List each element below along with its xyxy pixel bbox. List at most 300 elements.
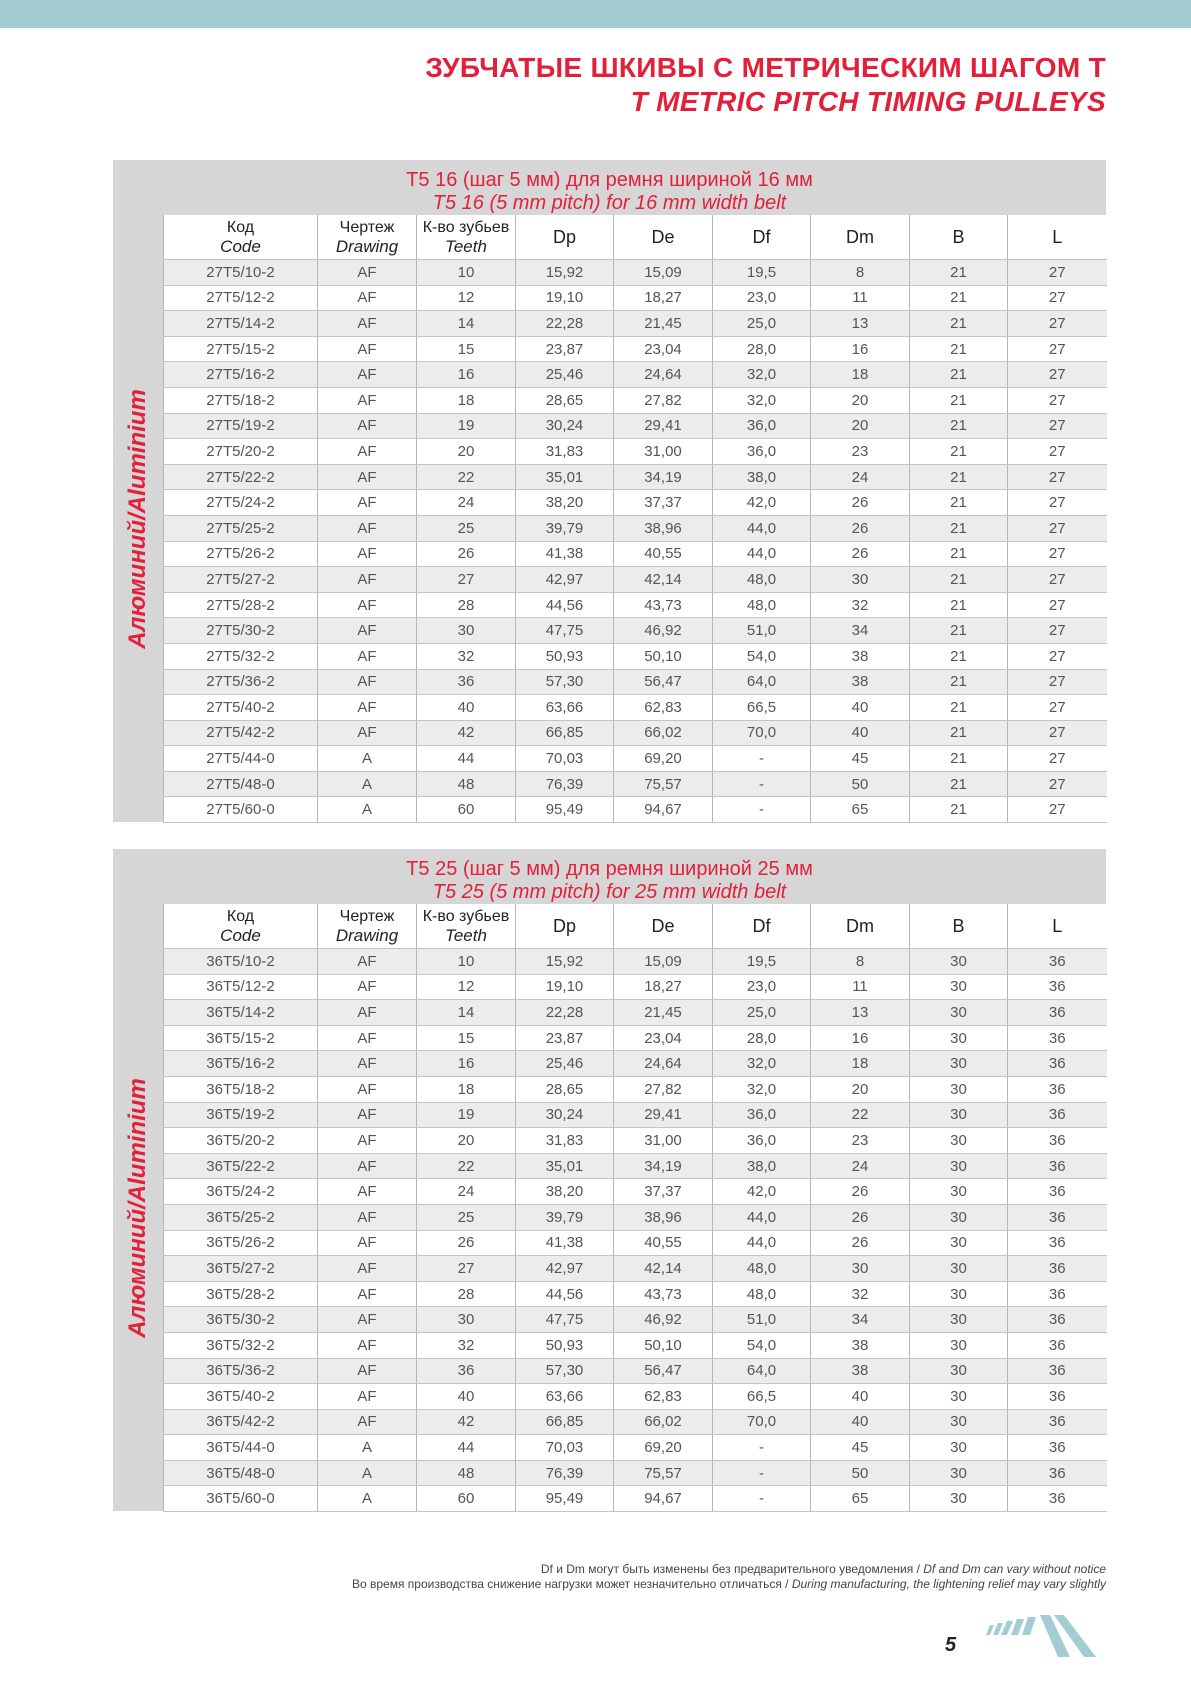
column-header-label: Df bbox=[752, 915, 771, 936]
table-row bbox=[164, 1153, 1107, 1179]
table-row bbox=[164, 797, 1107, 823]
table-cell: 36T5/14-2 bbox=[164, 1000, 318, 1026]
table-cell: 27T5/28-2 bbox=[164, 592, 318, 618]
column-header-en: Teeth bbox=[445, 237, 487, 256]
column-header bbox=[417, 215, 516, 260]
page-number: 5 bbox=[945, 1634, 957, 1656]
table-cell: 27T5/30-2 bbox=[164, 618, 318, 644]
table-row bbox=[164, 1486, 1107, 1512]
column-header-en: Drawing bbox=[335, 237, 399, 256]
table-cell: 27 bbox=[1008, 592, 1107, 618]
table-cell: 42 bbox=[417, 1409, 516, 1435]
table-cell: 56,47 bbox=[614, 1358, 713, 1384]
table-cell: 14 bbox=[417, 311, 516, 337]
table-cell: 48,0 bbox=[713, 592, 811, 618]
table-row bbox=[164, 387, 1107, 413]
table-cell: 51,0 bbox=[713, 618, 811, 644]
table-cell: 66,85 bbox=[516, 1409, 614, 1435]
table-cell: 21 bbox=[910, 336, 1008, 362]
table-cell: 36 bbox=[1008, 1460, 1107, 1486]
footnote-2-ru: Во время производства снижение нагрузки может незначительно отличаться / bbox=[351, 1577, 789, 1591]
table-cell: 27T5/16-2 bbox=[164, 362, 318, 388]
table-cell: 40 bbox=[811, 1384, 910, 1410]
table-cell: 62,83 bbox=[614, 1384, 713, 1410]
table-cell: 30 bbox=[910, 1358, 1008, 1384]
table-cell: AF bbox=[318, 618, 417, 644]
section-heading bbox=[113, 160, 1106, 215]
table-cell: AF bbox=[318, 592, 417, 618]
table-cell: 30,24 bbox=[516, 1102, 614, 1128]
table-cell: 25 bbox=[417, 515, 516, 541]
column-header bbox=[318, 904, 417, 949]
table-cell: AF bbox=[318, 541, 417, 567]
table-cell: 66,85 bbox=[516, 720, 614, 746]
table-cell: 36,0 bbox=[713, 439, 811, 465]
table-cell: 31,00 bbox=[614, 1128, 713, 1154]
table-cell: 95,49 bbox=[516, 797, 614, 823]
table-cell: 29,41 bbox=[614, 1102, 713, 1128]
table-cell: 30 bbox=[910, 1025, 1008, 1051]
table-cell: 21 bbox=[910, 515, 1008, 541]
table-cell: 21 bbox=[910, 592, 1008, 618]
table-cell: AF bbox=[318, 567, 417, 593]
table-cell: 27 bbox=[1008, 464, 1107, 490]
section-body bbox=[113, 904, 1106, 1511]
table-cell: 15,92 bbox=[516, 260, 614, 286]
table-cell: 38,20 bbox=[516, 490, 614, 516]
table-cell: 27 bbox=[1008, 746, 1107, 772]
table-cell: 23,87 bbox=[516, 336, 614, 362]
page-title-ru: ЗУБЧАТЫЕ ШКИВЫ С МЕТРИЧЕСКИМ ШАГОМ Т bbox=[425, 52, 1106, 83]
table-cell: 27 bbox=[1008, 439, 1107, 465]
table-row bbox=[164, 413, 1107, 439]
table-row bbox=[164, 720, 1107, 746]
table-cell: 19,10 bbox=[516, 974, 614, 1000]
table-cell: 19,5 bbox=[713, 260, 811, 286]
table-cell: 30 bbox=[910, 1204, 1008, 1230]
table-row bbox=[164, 1281, 1107, 1307]
column-header bbox=[713, 215, 811, 260]
column-header-ru: Код bbox=[226, 908, 255, 925]
table-row bbox=[164, 439, 1107, 465]
column-header-label: De bbox=[651, 226, 675, 247]
section-heading bbox=[113, 849, 1106, 904]
table-cell: 34 bbox=[811, 1307, 910, 1333]
column-header-en: Code bbox=[220, 926, 261, 945]
table-cell: 38,0 bbox=[713, 1153, 811, 1179]
table-cell: 19,10 bbox=[516, 285, 614, 311]
column-header-label: De bbox=[651, 915, 675, 936]
table-cell: 27 bbox=[1008, 771, 1107, 797]
table-cell: 44,56 bbox=[516, 592, 614, 618]
table-cell: 21 bbox=[910, 746, 1008, 772]
table-cell: 27T5/60-0 bbox=[164, 797, 318, 823]
table-cell: 36 bbox=[1008, 1409, 1107, 1435]
table-row bbox=[164, 1000, 1107, 1026]
table-cell: 27T5/24-2 bbox=[164, 490, 318, 516]
table-cell: A bbox=[318, 797, 417, 823]
table-cell: 32,0 bbox=[713, 1051, 811, 1077]
table-cell: 27T5/15-2 bbox=[164, 336, 318, 362]
table-cell: 27T5/44-0 bbox=[164, 746, 318, 772]
section-heading-ru: Т5 25 (шаг 5 мм) для ремня шириной 25 мм bbox=[406, 858, 813, 880]
table-cell: 28,65 bbox=[516, 387, 614, 413]
table-cell: 70,0 bbox=[713, 1409, 811, 1435]
table-cell: 35,01 bbox=[516, 464, 614, 490]
pulley-table-section-t5-25 bbox=[113, 849, 1106, 1511]
table-cell: 18 bbox=[811, 362, 910, 388]
table-cell: 94,67 bbox=[614, 797, 713, 823]
table-row bbox=[164, 1179, 1107, 1205]
table-cell: 26 bbox=[811, 490, 910, 516]
table-cell: 36T5/20-2 bbox=[164, 1128, 318, 1154]
table-cell: 41,38 bbox=[516, 541, 614, 567]
table-cell: 26 bbox=[417, 541, 516, 567]
table-cell: 50,10 bbox=[614, 1332, 713, 1358]
table-cell: 24,64 bbox=[614, 362, 713, 388]
table-cell: 18,27 bbox=[614, 974, 713, 1000]
table-cell: 40 bbox=[417, 695, 516, 721]
table-cell: 21 bbox=[910, 311, 1008, 337]
material-label: Алюминий/Aluminium bbox=[124, 1077, 151, 1338]
table-row bbox=[164, 618, 1107, 644]
column-header bbox=[417, 904, 516, 949]
table-cell: 21 bbox=[910, 413, 1008, 439]
table-cell: - bbox=[713, 746, 811, 772]
table-cell: A bbox=[318, 1460, 417, 1486]
table-cell: 14 bbox=[417, 1000, 516, 1026]
table-cell: 54,0 bbox=[713, 643, 811, 669]
table-cell: 26 bbox=[811, 1179, 910, 1205]
table-cell: 30 bbox=[910, 1076, 1008, 1102]
table-row bbox=[164, 285, 1107, 311]
table-cell: 24 bbox=[811, 1153, 910, 1179]
table-cell: 28 bbox=[417, 592, 516, 618]
table-cell: 37,37 bbox=[614, 490, 713, 516]
table-cell: 18 bbox=[417, 1076, 516, 1102]
table-cell: 12 bbox=[417, 974, 516, 1000]
table-cell: 36 bbox=[417, 669, 516, 695]
table-cell: 42,0 bbox=[713, 1179, 811, 1205]
table-cell: 48,0 bbox=[713, 1281, 811, 1307]
table-row bbox=[164, 1204, 1107, 1230]
table-cell: 66,02 bbox=[614, 720, 713, 746]
table-cell: 27T5/26-2 bbox=[164, 541, 318, 567]
footnote-1-ru: Df и Dm могут быть изменены без предварительного уведомления / bbox=[540, 1562, 920, 1576]
table-cell: 27T5/42-2 bbox=[164, 720, 318, 746]
table-cell: 10 bbox=[417, 949, 516, 975]
column-header-label: Dm bbox=[846, 226, 874, 247]
table-cell: 31,83 bbox=[516, 439, 614, 465]
table-cell: 30 bbox=[910, 1460, 1008, 1486]
table-cell: 27,82 bbox=[614, 1076, 713, 1102]
table-cell: AF bbox=[318, 1204, 417, 1230]
table-cell: 65 bbox=[811, 797, 910, 823]
table-cell: 27T5/36-2 bbox=[164, 669, 318, 695]
table-cell: AF bbox=[318, 285, 417, 311]
table-cell: 36T5/18-2 bbox=[164, 1076, 318, 1102]
table-cell: 28,65 bbox=[516, 1076, 614, 1102]
column-header bbox=[164, 904, 318, 949]
table-cell: 30 bbox=[910, 949, 1008, 975]
table-cell: 27,82 bbox=[614, 387, 713, 413]
table-cell: 21 bbox=[910, 260, 1008, 286]
table-cell: 32 bbox=[417, 643, 516, 669]
table-cell: 23,87 bbox=[516, 1025, 614, 1051]
table-cell: 42,0 bbox=[713, 490, 811, 516]
table-cell: 19,5 bbox=[713, 949, 811, 975]
table-cell: 50,93 bbox=[516, 1332, 614, 1358]
table-cell: 42 bbox=[417, 720, 516, 746]
table-cell: 46,92 bbox=[614, 618, 713, 644]
table-cell: 38,96 bbox=[614, 1204, 713, 1230]
table-cell: 50 bbox=[811, 771, 910, 797]
table-cell: 21,45 bbox=[614, 1000, 713, 1026]
table-cell: 31,00 bbox=[614, 439, 713, 465]
table-cell: 54,0 bbox=[713, 1332, 811, 1358]
table-cell: 27 bbox=[1008, 515, 1107, 541]
table-cell: 21 bbox=[910, 439, 1008, 465]
table-cell: 18 bbox=[811, 1051, 910, 1077]
table-cell: 38 bbox=[811, 669, 910, 695]
table-cell: 37,37 bbox=[614, 1179, 713, 1205]
table-cell: 48 bbox=[417, 771, 516, 797]
table-cell: 30 bbox=[910, 1153, 1008, 1179]
table-cell: 44,0 bbox=[713, 1204, 811, 1230]
table-cell: 44 bbox=[417, 746, 516, 772]
table-cell: 27 bbox=[1008, 336, 1107, 362]
table-cell: 8 bbox=[811, 949, 910, 975]
table-cell: 27T5/14-2 bbox=[164, 311, 318, 337]
table-cell: 13 bbox=[811, 311, 910, 337]
table-cell: 36 bbox=[1008, 1281, 1107, 1307]
table-cell: 40,55 bbox=[614, 541, 713, 567]
table-cell: 76,39 bbox=[516, 1460, 614, 1486]
table-cell: 30 bbox=[910, 1051, 1008, 1077]
pulley-table-section-t5-16 bbox=[113, 160, 1106, 822]
table-cell: 36 bbox=[1008, 1307, 1107, 1333]
table-cell: 43,73 bbox=[614, 1281, 713, 1307]
table-cell: AF bbox=[318, 669, 417, 695]
column-header-label: Dm bbox=[846, 915, 874, 936]
material-side-strip bbox=[113, 215, 163, 822]
table-cell: 76,39 bbox=[516, 771, 614, 797]
table-cell: 16 bbox=[811, 336, 910, 362]
table-cell: 36 bbox=[1008, 949, 1107, 975]
table-cell: AF bbox=[318, 1384, 417, 1410]
table-cell: 11 bbox=[811, 285, 910, 311]
table-cell: 60 bbox=[417, 1486, 516, 1512]
table-cell: AF bbox=[318, 260, 417, 286]
table-cell: 27 bbox=[1008, 260, 1107, 286]
table-row bbox=[164, 1409, 1107, 1435]
table-cell: 30 bbox=[910, 1384, 1008, 1410]
table-row bbox=[164, 1332, 1107, 1358]
table-cell: 36 bbox=[1008, 974, 1107, 1000]
table-row bbox=[164, 541, 1107, 567]
table-cell: 27 bbox=[417, 567, 516, 593]
table-cell: 22,28 bbox=[516, 311, 614, 337]
table-cell: 47,75 bbox=[516, 1307, 614, 1333]
material-label: Алюминий/Aluminium bbox=[124, 388, 151, 649]
table-cell: 30 bbox=[811, 567, 910, 593]
table-cell: 27 bbox=[1008, 695, 1107, 721]
table-cell: AF bbox=[318, 1256, 417, 1282]
table-cell: 50 bbox=[811, 1460, 910, 1486]
table-cell: AF bbox=[318, 1358, 417, 1384]
table-cell: AF bbox=[318, 387, 417, 413]
table-cell: 36T5/44-0 bbox=[164, 1435, 318, 1461]
column-header bbox=[910, 904, 1008, 949]
table-cell: AF bbox=[318, 643, 417, 669]
table-cell: 21 bbox=[910, 695, 1008, 721]
table-cell: 30 bbox=[910, 1281, 1008, 1307]
table-cell: 70,03 bbox=[516, 1435, 614, 1461]
table-cell: 36T5/19-2 bbox=[164, 1102, 318, 1128]
table-cell: 20 bbox=[811, 413, 910, 439]
table-cell: 31,83 bbox=[516, 1128, 614, 1154]
table-row bbox=[164, 1051, 1107, 1077]
section-body bbox=[113, 215, 1106, 822]
table-cell: 26 bbox=[811, 515, 910, 541]
table-cell: 40 bbox=[811, 695, 910, 721]
table-row bbox=[164, 949, 1107, 975]
table-cell: 36T5/24-2 bbox=[164, 1179, 318, 1205]
footnote-1-en: Df and Dm can vary without notice bbox=[923, 1562, 1106, 1576]
table-cell: AF bbox=[318, 515, 417, 541]
table-row bbox=[164, 567, 1107, 593]
table-cell: A bbox=[318, 771, 417, 797]
table-cell: 36T5/27-2 bbox=[164, 1256, 318, 1282]
table-cell: 27 bbox=[1008, 720, 1107, 746]
table-cell: 44 bbox=[417, 1435, 516, 1461]
table-cell: AF bbox=[318, 1409, 417, 1435]
table-cell: 27 bbox=[1008, 797, 1107, 823]
table-cell: 21 bbox=[910, 387, 1008, 413]
table-cell: 11 bbox=[811, 974, 910, 1000]
column-header bbox=[713, 904, 811, 949]
table-cell: AF bbox=[318, 413, 417, 439]
table-cell: 27T5/18-2 bbox=[164, 387, 318, 413]
table-cell: 21 bbox=[910, 490, 1008, 516]
table-cell: 36,0 bbox=[713, 1102, 811, 1128]
table-cell: 18 bbox=[417, 387, 516, 413]
table-cell: 38 bbox=[811, 1332, 910, 1358]
table-cell: 20 bbox=[811, 1076, 910, 1102]
table-cell: 27T5/48-0 bbox=[164, 771, 318, 797]
table-cell: AF bbox=[318, 1076, 417, 1102]
table-cell: 32 bbox=[811, 1281, 910, 1307]
table-cell: 36T5/32-2 bbox=[164, 1332, 318, 1358]
table-cell: 36 bbox=[1008, 1153, 1107, 1179]
table-cell: 15,09 bbox=[614, 949, 713, 975]
table-cell: AF bbox=[318, 1230, 417, 1256]
table-cell: 23,04 bbox=[614, 336, 713, 362]
table-cell: 36 bbox=[1008, 1256, 1107, 1282]
table-cell: 48 bbox=[417, 1460, 516, 1486]
table-cell: AF bbox=[318, 720, 417, 746]
column-header bbox=[811, 215, 910, 260]
table-cell: 36 bbox=[417, 1358, 516, 1384]
table-cell: AF bbox=[318, 1179, 417, 1205]
table-cell: 26 bbox=[811, 1204, 910, 1230]
table-row bbox=[164, 260, 1107, 286]
table-cell: 36,0 bbox=[713, 1128, 811, 1154]
table-cell: 36T5/48-0 bbox=[164, 1460, 318, 1486]
table-cell: 36T5/12-2 bbox=[164, 974, 318, 1000]
table-cell: 27T5/12-2 bbox=[164, 285, 318, 311]
table-cell: 63,66 bbox=[516, 695, 614, 721]
table-cell: 16 bbox=[811, 1025, 910, 1051]
table-cell: 24 bbox=[417, 490, 516, 516]
table-cell: 32 bbox=[811, 592, 910, 618]
table-cell: AF bbox=[318, 311, 417, 337]
table-cell: 40 bbox=[811, 720, 910, 746]
table-cell: 26 bbox=[811, 541, 910, 567]
table-cell: 70,0 bbox=[713, 720, 811, 746]
column-header bbox=[614, 904, 713, 949]
table-cell: 95,49 bbox=[516, 1486, 614, 1512]
table-cell: - bbox=[713, 797, 811, 823]
table-cell: AF bbox=[318, 1051, 417, 1077]
table-cell: 19 bbox=[417, 413, 516, 439]
table-cell: 21 bbox=[910, 362, 1008, 388]
table-cell: AF bbox=[318, 336, 417, 362]
table-cell: 56,47 bbox=[614, 669, 713, 695]
table-cell: 20 bbox=[811, 387, 910, 413]
table-row bbox=[164, 746, 1107, 772]
column-header bbox=[1008, 904, 1107, 949]
page-title-en: T METRIC PITCH TIMING PULLEYS bbox=[630, 86, 1106, 117]
column-header bbox=[318, 215, 417, 260]
pulley-table bbox=[163, 215, 1107, 823]
table-cell: 30 bbox=[910, 1179, 1008, 1205]
table-cell: 36 bbox=[1008, 1128, 1107, 1154]
table-cell: 18,27 bbox=[614, 285, 713, 311]
table-cell: 27 bbox=[417, 1256, 516, 1282]
table-row bbox=[164, 336, 1107, 362]
table-cell: - bbox=[713, 771, 811, 797]
table-cell: 8 bbox=[811, 260, 910, 286]
table-cell: 16 bbox=[417, 1051, 516, 1077]
table-cell: 36 bbox=[1008, 1230, 1107, 1256]
table-cell: 19 bbox=[417, 1102, 516, 1128]
table-row bbox=[164, 1076, 1107, 1102]
table-cell: 28,0 bbox=[713, 1025, 811, 1051]
table-cell: AF bbox=[318, 949, 417, 975]
table-row bbox=[164, 362, 1107, 388]
table-cell: 64,0 bbox=[713, 669, 811, 695]
table-cell: 57,30 bbox=[516, 1358, 614, 1384]
table-cell: 23,04 bbox=[614, 1025, 713, 1051]
section-heading-en: T5 25 (5 mm pitch) for 25 mm width belt bbox=[432, 881, 787, 903]
table-cell: 21 bbox=[910, 285, 1008, 311]
table-cell: 27 bbox=[1008, 567, 1107, 593]
table-cell: 36 bbox=[1008, 1076, 1107, 1102]
table-cell: 60 bbox=[417, 797, 516, 823]
table-cell: 29,41 bbox=[614, 413, 713, 439]
table-cell: 15,09 bbox=[614, 260, 713, 286]
table-cell: - bbox=[713, 1435, 811, 1461]
column-header-ru: Код bbox=[226, 219, 255, 236]
table-row bbox=[164, 1230, 1107, 1256]
table-cell: 38,0 bbox=[713, 464, 811, 490]
table-cell: 21 bbox=[910, 464, 1008, 490]
table-cell: 27 bbox=[1008, 669, 1107, 695]
column-header-label: B bbox=[952, 915, 965, 936]
table-cell: 46,92 bbox=[614, 1307, 713, 1333]
table-cell: 27T5/32-2 bbox=[164, 643, 318, 669]
